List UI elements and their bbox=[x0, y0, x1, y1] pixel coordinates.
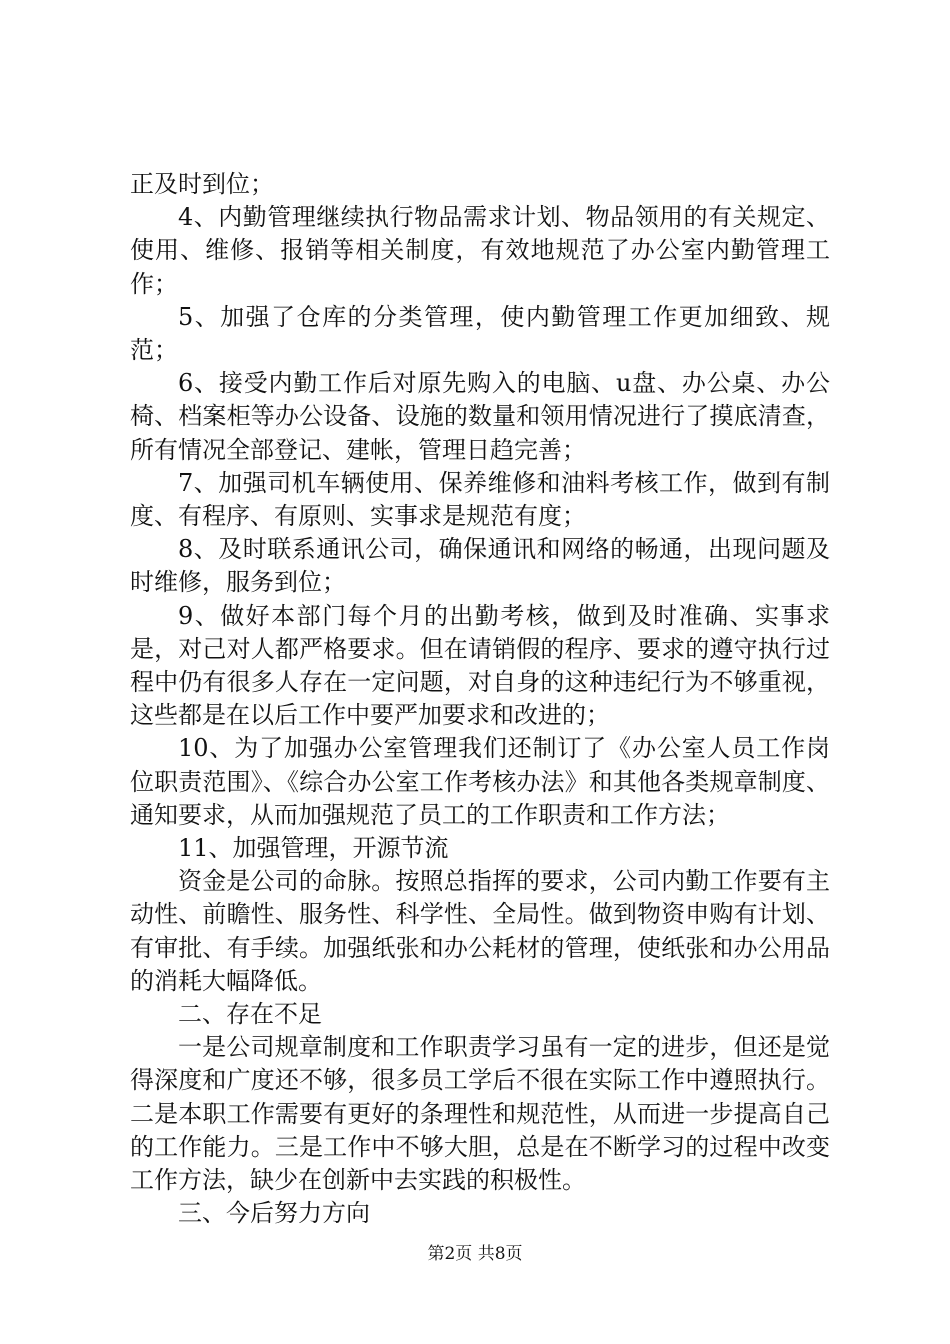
paragraph-5: 7、加强司机车辆使用、保养维修和油料考核工作，做到有制度、有程序、有原则、实事求是规范有度； bbox=[130, 468, 830, 531]
section-heading-future-direction: 三、今后努力方向 bbox=[178, 1199, 370, 1228]
paragraph-7: 9、做好本部门每个月的出勤考核，做到及时准确、实事求是，对己对人都严格要求。但在请销假的程序、要求的遵守执行过程中仍有很多人存在一定问题，对自身的这种违纪行为不够重视，这些都是在以后工作中要严加要求和改进的； bbox=[130, 601, 830, 730]
paragraph-2: 4、内勤管理继续执行物品需求计划、物品领用的有关规定、使用、维修、报销等相关制度，有效地规范了办公室内勤管理工作； bbox=[130, 203, 830, 298]
paragraph-1: 正及时到位； bbox=[130, 170, 274, 198]
paragraph-12: 一是公司规章制度和工作职责学习虽有一定的进步，但还是觉得深度和广度还不够，很多员工学后不很在实际工作中遵照执行。二是本职工作需要有更好的条理性和规范性，从而进一步提高自己的工作能力。三是工作中不够大胆，总是在不断学习的过程中改变工作方法，缺少在创新中去实践的积极性。 bbox=[130, 1033, 830, 1195]
paragraph-3: 5、加强了仓库的分类管理，使内勤管理工作更加细致、规范； bbox=[130, 302, 830, 365]
section-heading-shortcomings: 二、存在不足 bbox=[178, 1000, 322, 1029]
paragraph-6: 8、及时联系通讯公司，确保通讯和网络的畅通，出现问题及时维修，服务到位； bbox=[130, 535, 830, 597]
paragraph-4: 6、接受内勤工作后对原先购入的电脑、u盘、办公桌、办公椅、档案柜等办公设备、设施的数量和领用情况进行了摸底清查，所有情况全部登记、建帐，管理日趋完善； bbox=[130, 369, 830, 464]
document-body bbox=[130, 168, 830, 1231]
paragraph-8: 10、为了加强办公室管理我们还制订了《办公室人员工作岗位职责范围》、《综合办公室工作考核办法》和其他各类规章制度、通知要求，从而加强规范了员工的工作职责和工作方法； bbox=[130, 734, 830, 829]
paragraph-9: 11、加强管理，开源节流 bbox=[178, 834, 449, 863]
page-number-footer: 第2页 共8页 bbox=[427, 1244, 523, 1264]
paragraph-10: 资金是公司的命脉。按照总指挥的要求，公司内勤工作要有主动性、前瞻性、服务性、科学性、全局性。做到物资申购有计划、有审批、有手续。加强纸张和办公耗材的管理，使纸张和办公用品的消耗大幅降低。 bbox=[130, 867, 830, 995]
